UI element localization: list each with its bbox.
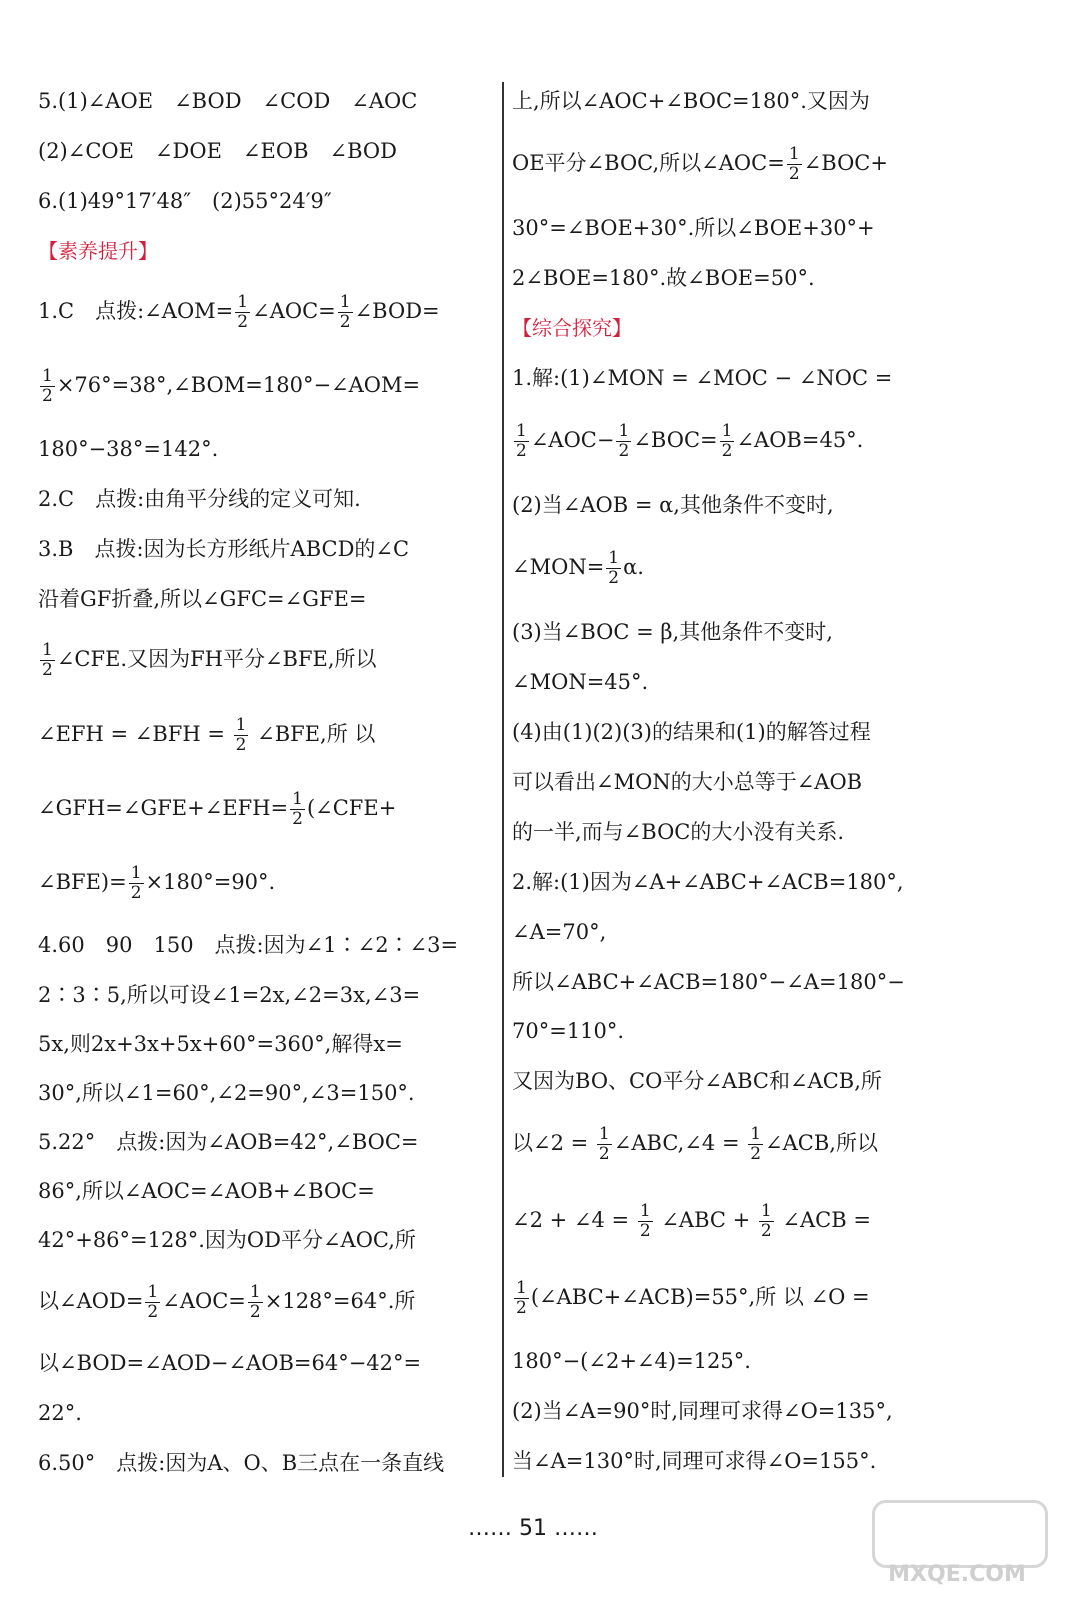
denominator: 2 bbox=[235, 735, 247, 755]
answer-line bbox=[512, 1268, 870, 1326]
answer-line: 86°,所以∠AOC=∠AOB+∠BOC= bbox=[38, 1179, 375, 1203]
answer-line: 22°. bbox=[38, 1401, 82, 1425]
fraction-half bbox=[290, 791, 305, 828]
fraction-half bbox=[616, 423, 631, 460]
line-text: ∠AOC= bbox=[252, 299, 336, 323]
line-text: ∠2 + ∠4 = bbox=[512, 1208, 636, 1232]
numerator: 1 bbox=[42, 640, 53, 660]
fraction-half bbox=[514, 423, 529, 460]
line-text: ∠BOD= bbox=[354, 299, 440, 323]
answer-line: 的一半,而与∠BOC的大小没有关系. bbox=[512, 820, 845, 844]
fraction-half bbox=[234, 717, 249, 754]
answer-line: 当∠A=130°时,同理可求得∠O=155°. bbox=[512, 1449, 877, 1473]
answer-line: 180°−(∠2+∠4)=125°. bbox=[512, 1349, 751, 1373]
denominator: 2 bbox=[788, 164, 800, 184]
fraction-half bbox=[606, 550, 621, 587]
column-divider bbox=[502, 82, 504, 1477]
answer-line: 以∠BOD=∠AOD−∠AOB=64°−42°= bbox=[38, 1351, 422, 1375]
answer-line: 沿着GF折叠,所以∠GFC=∠GFE= bbox=[38, 587, 367, 611]
line-text: ∠AOC= bbox=[162, 1289, 246, 1313]
fraction-half bbox=[597, 1126, 612, 1163]
answer-line: 2.C 点拨:由角平分线的定义可知. bbox=[38, 487, 361, 511]
denominator: 2 bbox=[760, 1221, 772, 1241]
denominator: 2 bbox=[42, 386, 53, 406]
answer-line bbox=[38, 630, 377, 688]
denominator: 2 bbox=[721, 441, 733, 461]
denominator: 2 bbox=[237, 312, 249, 332]
answer-line: 70°=110°. bbox=[512, 1019, 625, 1043]
fraction-half bbox=[145, 1284, 160, 1321]
answer-line bbox=[38, 282, 440, 340]
section-heading-suyang-tisheng: 【素养提升】 bbox=[38, 239, 158, 263]
section-heading-zonghe-tanjiu: 【综合探究】 bbox=[512, 316, 632, 340]
answer-line: 6.50° 点拨:因为A、O、B三点在一条直线 bbox=[38, 1451, 445, 1475]
answer-line: 4.60 90 150 点拨:因为∠1∶∠2∶∠3= bbox=[38, 933, 459, 957]
answer-line: 5x,则2x+3x+5x+60°=360°,解得x= bbox=[38, 1032, 403, 1056]
fraction-half bbox=[720, 423, 735, 460]
numerator: 1 bbox=[235, 715, 247, 735]
answer-line: ∠A=70°, bbox=[512, 920, 607, 944]
line-text: ∠EFH = ∠BFH = bbox=[38, 722, 232, 746]
answer-line: 42°+86°=128°.因为OD平分∠AOC,所 bbox=[38, 1228, 416, 1252]
answer-line: 5.(1)∠AOE ∠BOD ∠COD ∠AOC bbox=[38, 89, 418, 113]
line-text: ∠ABC + bbox=[654, 1208, 757, 1232]
numerator: 1 bbox=[598, 1124, 610, 1144]
numerator: 1 bbox=[788, 144, 800, 164]
answer-line: 30°=∠BOE+30°.所以∠BOE+30°+ bbox=[512, 216, 875, 240]
line-text: ×128°=64°.所 bbox=[264, 1289, 416, 1313]
denominator: 2 bbox=[750, 1144, 762, 1164]
numerator: 1 bbox=[750, 1124, 762, 1144]
line-text: (∠ABC+∠ACB)=55°,所 以 ∠O = bbox=[530, 1285, 870, 1309]
fraction-half bbox=[248, 1284, 263, 1321]
line-text: 1.C 点拨:∠AOM= bbox=[38, 299, 234, 323]
numerator: 1 bbox=[249, 1282, 261, 1302]
answer-line bbox=[38, 705, 375, 763]
denominator: 2 bbox=[292, 809, 303, 829]
line-text: ∠ABC,∠4 = bbox=[613, 1131, 747, 1155]
answer-line bbox=[512, 1191, 871, 1249]
answer-line bbox=[38, 779, 396, 837]
numerator: 1 bbox=[339, 292, 351, 312]
numerator: 1 bbox=[516, 1278, 527, 1298]
numerator: 1 bbox=[130, 863, 142, 883]
fraction-half bbox=[748, 1126, 763, 1163]
numerator: 1 bbox=[760, 1201, 772, 1221]
answer-line: 可以看出∠MON的大小总等于∠AOB bbox=[512, 770, 863, 794]
line-text: ∠BFE,所 以 bbox=[250, 722, 376, 746]
fraction-half bbox=[787, 146, 802, 183]
answer-line: 1.解:(1)∠MON = ∠MOC − ∠NOC = bbox=[512, 366, 893, 390]
answer-line bbox=[512, 411, 863, 469]
numerator: 1 bbox=[42, 366, 53, 386]
fraction-half bbox=[514, 1280, 529, 1317]
fraction-half bbox=[40, 368, 55, 405]
answer-line: 又因为BO、CO平分∠ABC和∠ACB,所 bbox=[512, 1069, 882, 1093]
fraction-half bbox=[40, 642, 55, 679]
answer-line: 2∠BOE=180°.故∠BOE=50°. bbox=[512, 266, 815, 290]
denominator: 2 bbox=[618, 441, 630, 461]
answer-line: 180°−38°=142°. bbox=[38, 437, 219, 461]
page-number: …… 51 …… bbox=[468, 1516, 598, 1541]
line-text: ×76°=38°,∠BOM=180°−∠AOM= bbox=[56, 373, 421, 397]
line-text: ∠MON= bbox=[512, 555, 605, 579]
answer-line: 3.B 点拨:因为长方形纸片ABCD的∠C bbox=[38, 537, 410, 561]
answer-line bbox=[512, 134, 888, 192]
line-text: ∠BOC+ bbox=[803, 151, 888, 175]
line-text: α. bbox=[623, 555, 644, 579]
denominator: 2 bbox=[516, 1298, 527, 1318]
answer-line bbox=[512, 1114, 878, 1172]
line-text: ∠ACB,所以 bbox=[765, 1131, 878, 1155]
denominator: 2 bbox=[130, 883, 142, 903]
line-text: ∠BOC= bbox=[633, 428, 718, 452]
answer-line bbox=[38, 356, 420, 414]
fraction-half bbox=[235, 294, 250, 331]
line-text: 以∠AOD= bbox=[38, 1289, 144, 1313]
answer-line: (4)由(1)(2)(3)的结果和(1)的解答过程 bbox=[512, 720, 871, 744]
fraction-half bbox=[129, 865, 144, 902]
numerator: 1 bbox=[639, 1201, 651, 1221]
line-text: (∠CFE+ bbox=[306, 796, 397, 820]
numerator: 1 bbox=[608, 548, 620, 568]
numerator: 1 bbox=[618, 421, 630, 441]
line-text: ∠AOC− bbox=[530, 428, 615, 452]
answer-line: 上,所以∠AOC+∠BOC=180°.又因为 bbox=[512, 89, 870, 113]
denominator: 2 bbox=[42, 660, 53, 680]
answer-line: (2)∠COE ∠DOE ∠EOB ∠BOD bbox=[38, 139, 397, 163]
answer-line: (2)当∠AOB = α,其他条件不变时, bbox=[512, 493, 834, 517]
denominator: 2 bbox=[639, 1221, 651, 1241]
answer-line: 5.22° 点拨:因为∠AOB=42°,∠BOC= bbox=[38, 1130, 419, 1154]
numerator: 1 bbox=[147, 1282, 159, 1302]
denominator: 2 bbox=[339, 312, 351, 332]
answer-line: 6.(1)49°17′48″ (2)55°24′9″ bbox=[38, 189, 332, 213]
answer-line bbox=[512, 538, 644, 596]
denominator: 2 bbox=[608, 568, 620, 588]
line-text: ∠CFE.又因为FH平分∠BFE,所以 bbox=[56, 647, 377, 671]
answer-line: (3)当∠BOC = β,其他条件不变时, bbox=[512, 620, 833, 644]
fraction-half bbox=[759, 1203, 774, 1240]
line-text: 以∠2 = bbox=[512, 1131, 595, 1155]
denominator: 2 bbox=[598, 1144, 610, 1164]
fraction-half bbox=[338, 294, 353, 331]
answer-line: 2∶3∶5,所以可设∠1=2x,∠2=3x,∠3= bbox=[38, 983, 421, 1007]
watermark-text: MXQE.COM bbox=[888, 1562, 1026, 1587]
line-text: ∠ACB = bbox=[775, 1208, 871, 1232]
numerator: 1 bbox=[237, 292, 249, 312]
fraction-half bbox=[638, 1203, 653, 1240]
denominator: 2 bbox=[249, 1302, 261, 1322]
answer-line: 所以∠ABC+∠ACB=180°−∠A=180°− bbox=[512, 970, 905, 994]
line-text: ×180°=90°. bbox=[145, 870, 276, 894]
denominator: 2 bbox=[516, 441, 527, 461]
numerator: 1 bbox=[721, 421, 733, 441]
line-text: ∠BFE)= bbox=[38, 870, 127, 894]
line-text: OE平分∠BOC,所以∠AOC= bbox=[512, 151, 785, 175]
answer-line: 30°,所以∠1=60°,∠2=90°,∠3=150°. bbox=[38, 1081, 415, 1105]
line-text: ∠GFH=∠GFE+∠EFH= bbox=[38, 796, 289, 820]
answer-line: 2.解:(1)因为∠A+∠ABC+∠ACB=180°, bbox=[512, 870, 904, 894]
watermark-logo bbox=[872, 1500, 1042, 1590]
numerator: 1 bbox=[292, 789, 303, 809]
answer-line: (2)当∠A=90°时,同理可求得∠O=135°, bbox=[512, 1399, 893, 1423]
answer-line: ∠MON=45°. bbox=[512, 670, 649, 694]
answer-line bbox=[38, 853, 275, 911]
line-text: ∠AOB=45°. bbox=[736, 428, 864, 452]
denominator: 2 bbox=[147, 1302, 159, 1322]
watermark-badge-icon bbox=[872, 1500, 1048, 1568]
answer-line bbox=[38, 1272, 415, 1330]
numerator: 1 bbox=[516, 421, 527, 441]
